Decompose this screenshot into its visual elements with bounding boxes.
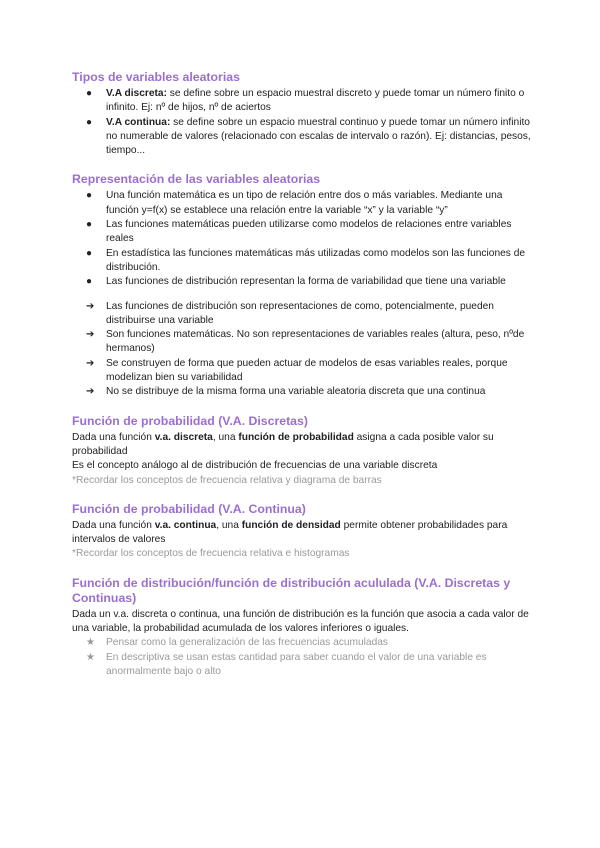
bold-term: v.a. continua [154, 519, 217, 531]
item-text: Las funciones de distribución representan la forma de variabilidad que tiene una variable [106, 276, 506, 288]
bullet-icon: ● [86, 116, 93, 128]
item-text: Pensar como la generalización de las frecuencias acumuladas [106, 637, 389, 649]
list-item [72, 116, 532, 159]
paragraph [72, 519, 532, 548]
bullet-icon: ● [86, 88, 93, 99]
item-text: En estadística las funciones matemáticas más utilizadas como modelos son las funciones de distribución. [106, 247, 526, 273]
bullet-icon: ● [86, 276, 93, 288]
text-run: Dada una función [72, 519, 155, 531]
text-run: permite obtener probabilidades para intervalos de valores [72, 519, 508, 546]
item-text: No se distribuye de la misma forma una variable aleatoria discreta que una continua [106, 386, 486, 398]
arrow-icon: ➔ [86, 357, 95, 369]
heading-probabilidad-discretas: Función de probabilidad (V.A. Discretas) [72, 413, 308, 428]
item-text: Las funciones matemáticas pueden utilizarse como modelos de relaciones entre variables reales [106, 219, 512, 245]
arrow-icon: ➔ [86, 329, 95, 341]
note-text: *Recordar los conceptos de frecuencia relativa y diagrama de barras [72, 474, 382, 486]
paragraph: Dada un v.a. discreta o continua, una función de distribución es la función que asocia a cada valor de una variable, la probabilidad acumulada de los valores inferiores o iguales. [72, 608, 529, 635]
item-text: Una función matemática es un tipo de relación entre dos o más variables. Mediante una función y=f(x) se establece una relación entre la variable “x” y la variable “y” [106, 190, 503, 216]
list-item [72, 189, 532, 218]
star-icon: ★ [86, 637, 95, 649]
list-item [72, 275, 532, 289]
list-item [72, 636, 532, 650]
list-item [72, 328, 532, 357]
text-run: asigna a cada posible valor su probabilidad [72, 431, 494, 457]
list-tipos [72, 87, 532, 158]
bullet-icon: ● [86, 190, 93, 202]
bullet-icon: ● [86, 247, 93, 259]
text-run: , una [212, 431, 239, 443]
heading-representacion: Representación de las variables aleatorias [72, 172, 321, 187]
text-run: , una [216, 519, 242, 531]
bold-term: función de densidad [241, 519, 341, 531]
list-item [72, 218, 532, 247]
definition-text: se define sobre un espacio muestral discreto y puede tomar un número finito o infinito. Ej: nº de hijos, nº de aciertos [106, 88, 525, 114]
item-text: Las funciones de distribución son representaciones de como, potencialmente, pueden distribuirse una variable [106, 300, 494, 326]
heading-tipos-variables: Tipos de variables aleatorias [72, 70, 240, 84]
list-item [72, 385, 532, 399]
star-icon: ★ [86, 651, 95, 663]
document-content [72, 70, 532, 679]
heading-distribucion-acumulada: Función de distribución/función de distribución acululada (V.A. Discretas y Continuas) [72, 575, 511, 605]
term-label: V.A discreta: [106, 88, 167, 99]
list-item [72, 247, 532, 276]
bold-term: función de probabilidad [238, 431, 354, 443]
list-item [72, 651, 532, 680]
term-label: V.A continua: [106, 116, 171, 128]
definition-text: se define sobre un espacio muestral continuo y puede tomar un número infinito no numerable de valores (relacionado con escalas de intervalo o razón). Ej: distancias, pesos, tiempo... [106, 116, 531, 157]
item-text: Se construyen de forma que pueden actuar de modelos de esas variables reales, porque modelizan bien su variabilidad [106, 357, 508, 384]
paragraph: Es el concepto análogo al de distribución de frecuencias de una variable discreta [72, 460, 438, 472]
list-item [72, 357, 532, 386]
list-stars [72, 636, 532, 679]
list-item [72, 87, 532, 116]
list-representacion [72, 189, 532, 289]
text-run: Dada una función [72, 431, 155, 443]
arrow-icon: ➔ [86, 300, 95, 312]
paragraph [72, 431, 532, 460]
bullet-icon: ● [86, 219, 93, 231]
list-arrows [72, 300, 532, 400]
note-text: *Recordar los conceptos de frecuencia relativa e histogramas [72, 548, 350, 560]
bold-term: v.a. discreta [154, 431, 213, 443]
item-text: Son funciones matemáticas. No son representaciones de variables reales (altura, peso, nºde hermanos) [106, 329, 525, 355]
arrow-icon: ➔ [86, 386, 95, 398]
item-text: En descriptiva se usan estas cantidad para saber cuando el valor de una variable es anormalmente bajo o alto [106, 651, 487, 677]
list-item [72, 300, 532, 329]
heading-probabilidad-continua: Función de probabilidad (V.A. Continua) [72, 501, 306, 516]
